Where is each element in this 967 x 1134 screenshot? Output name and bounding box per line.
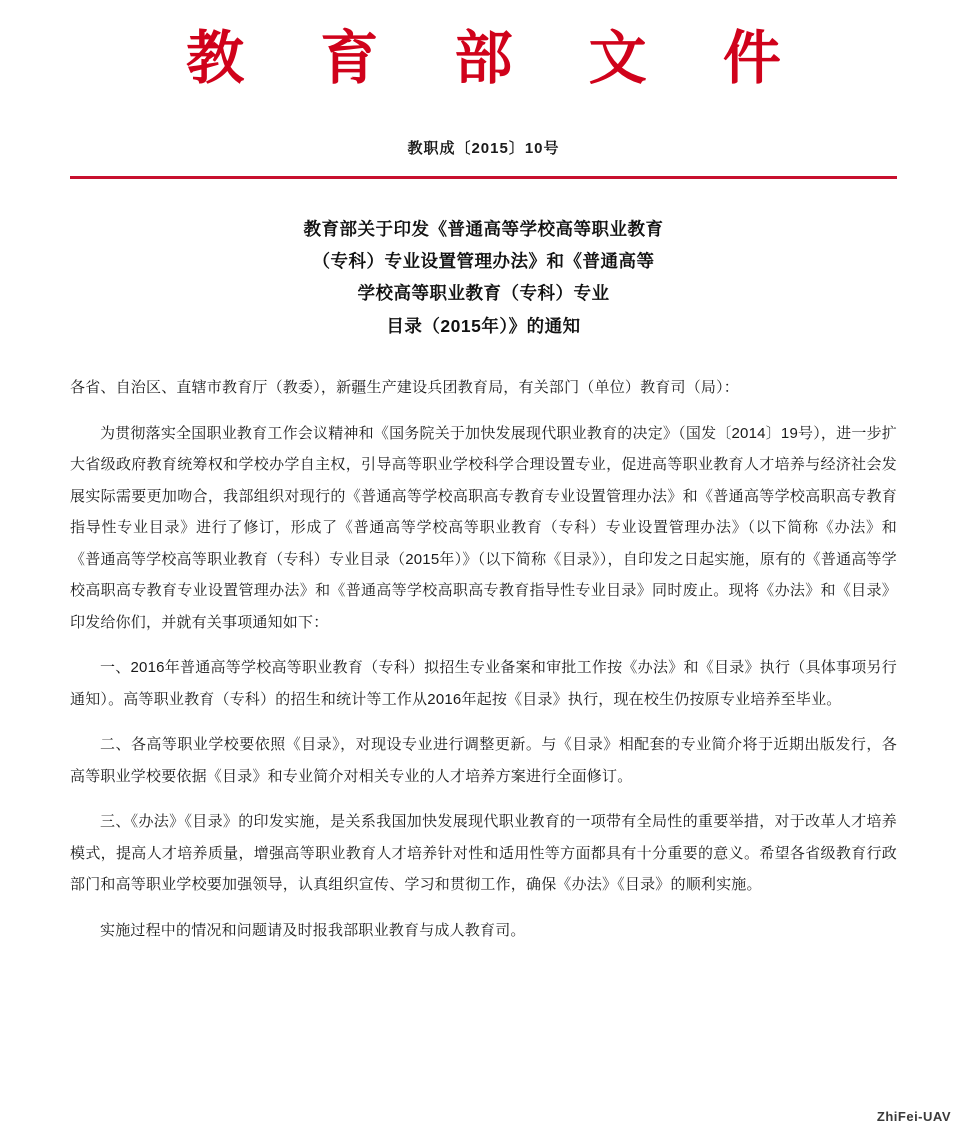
body-paragraph: 实施过程中的情况和问题请及时报我部职业教育与成人教育司。 [100,921,526,939]
masthead [0,0,967,95]
body-paragraph: 二、各高等职业学校要依照《目录》，对现设专业进行调整更新。与《目录》相配套的专业简介将于近期出版发行，各高等职业学校要依据《目录》和专业简介对相关专业的人才培养方案进行全面修订。 [70,736,897,785]
document-body [70,372,897,946]
document-number: 教职成〔2015〕10号 [407,139,560,157]
salutation: 各省、自治区、直辖市教育厅（教委），新疆生产建设兵团教育局，有关部门（单位）教育司（局）： [70,379,740,396]
document-title-line-2: （专科）专业设置管理办法》和《普通高等 [312,250,655,271]
body-paragraph: 为贯彻落实全国职业教育工作会议精神和《国务院关于加快发展现代职业教育的决定》（国发〔2014〕19号），进一步扩大省级政府教育统筹权和学校办学自主权，引导高等职业学校科学合理设置专业，促进高等职业教育人才培养与经济社会发展实际需要更加吻合，我部组织对现行的《普通高等学校高职高专教育专业设置管理办法》和《普通高等学校高职高专教育指导性专业目录》进行了修订，形成了《普通高等学校高等职业教育（专科）专业设置管理办法》（以下简称《办法》和《普通高等学校高等职业教育（专科）专业目录（2015年）》（以下简称《目录》），自印发之日起实施，原有的《普通高等学校高职高专教育专业设置管理办法》和《普通高等学校高职高专教育指导性专业目录》同时废止。现将《办法》和《目录》印发给你们，并就有关事项通知如下： [70,424,897,631]
document-title-line-4: 目录（2015年）》的通知 [386,315,581,336]
watermark-label: ZhiFei-UAV [876,1109,951,1124]
document-title-line-3: 学校高等职业教育（专科）专业 [357,283,610,304]
body-paragraph: 三、《办法》《目录》的印发实施，是关系我国加快发展现代职业教育的一项带有全局性的重要举措，对于改革人才培养模式，提高人才培养质量，增强高等职业教育人才培养针对性和适用性等方面都具有十分重要的意义。希望各省级教育行政部门和高等职业学校要加强领导，认真组织宣传、学习和贯彻工作，确保《办法》《目录》的顺利实施。 [70,813,897,893]
document-title-line-1: 教育部关于印发《普通高等学校高等职业教育 [303,218,664,239]
body-paragraph: 一、2016年普通高等学校高等职业教育（专科）拟招生专业备案和审批工作按《办法》和《目录》执行（具体事项另行通知）。高等职业教育（专科）的招生和统计等工作从2016年起按《目录》执行，现在校生仍按原专业培养至毕业。 [70,659,897,708]
document-title [134,213,834,343]
masthead-title: 教 育 部 文 件 [186,24,809,92]
red-divider-rule [70,176,897,179]
